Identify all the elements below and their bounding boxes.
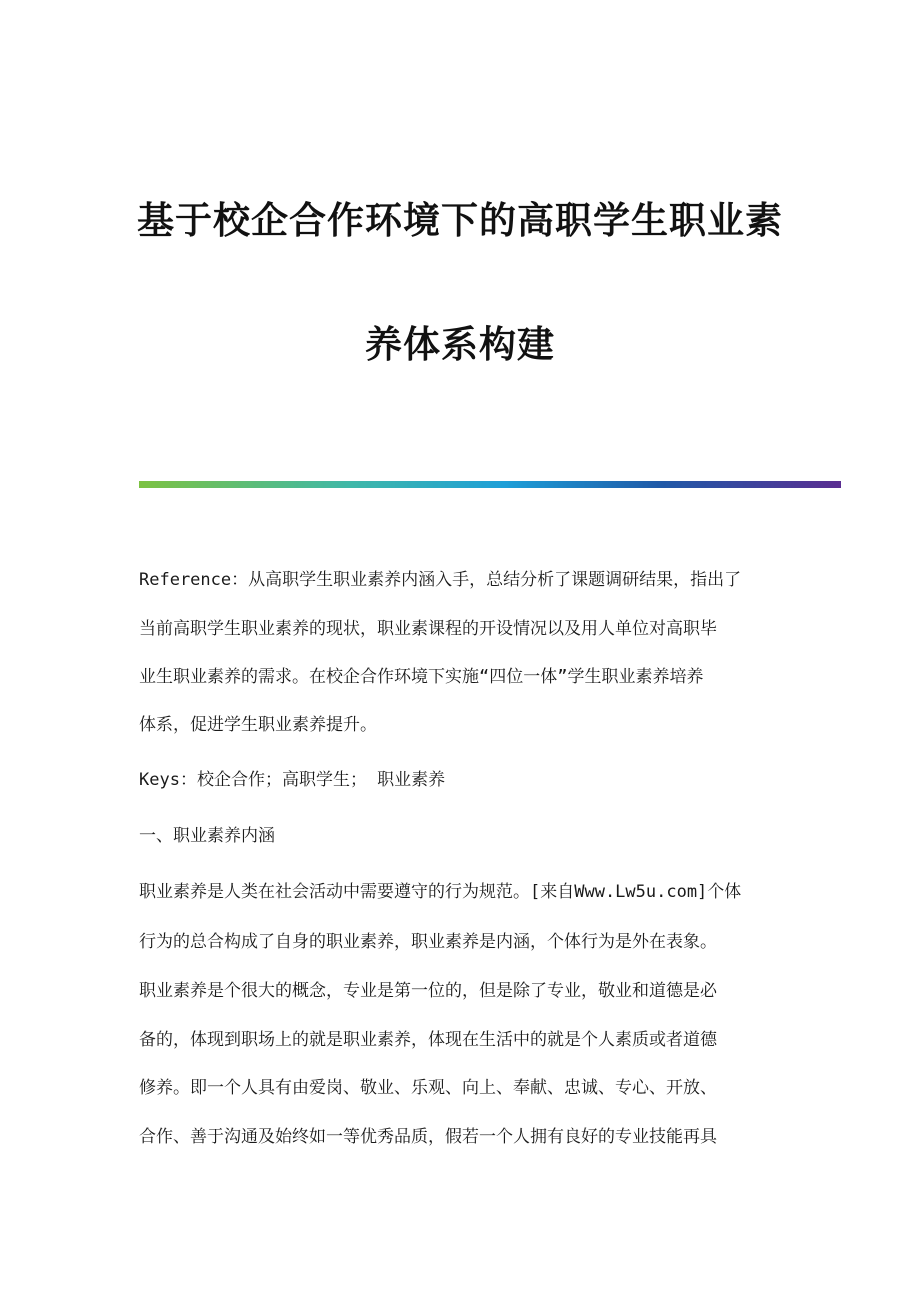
gradient-divider xyxy=(139,481,841,488)
document-title-line-2: 养体系构建 xyxy=(365,322,555,366)
abstract-line: 体系，促进学生职业素养提升。 xyxy=(139,715,377,735)
document-title-line-1: 基于校企合作环境下的高职学生职业素 xyxy=(137,198,783,242)
body-line: 修养。即一个人具有由爱岗、敬业、乐观、向上、奉献、忠诚、专心、开放、 xyxy=(139,1078,717,1098)
keywords-line: Keys：校企合作；高职学生； 职业素养 xyxy=(139,770,446,790)
abstract-line: 当前高职学生职业素养的现状，职业素课程的开设情况以及用人单位对高职毕 xyxy=(139,619,717,639)
body-line: 备的，体现到职场上的就是职业素养，体现在生活中的就是个人素质或者道德 xyxy=(139,1030,717,1050)
body-line: 行为的总合构成了自身的职业素养，职业素养是内涵，个体行为是外在表象。 xyxy=(139,932,717,952)
section-heading: 一、职业素养内涵 xyxy=(139,826,275,846)
body-line: 职业素养是个很大的概念，专业是第一位的，但是除了专业，敬业和道德是必 xyxy=(139,981,717,1001)
body-line: 合作、善于沟通及始终如一等优秀品质，假若一个人拥有良好的专业技能再具 xyxy=(139,1127,717,1147)
body-line: 职业素养是人类在社会活动中需要遵守的行为规范。[来自Www.Lw5u.com]个体 xyxy=(139,882,742,902)
abstract-line: 业生职业素养的需求。在校企合作环境下实施“四位一体”学生职业素养培养 xyxy=(139,667,704,687)
abstract-line: Reference：从高职学生职业素养内涵入手，总结分析了课题调研结果，指出了 xyxy=(139,570,742,590)
